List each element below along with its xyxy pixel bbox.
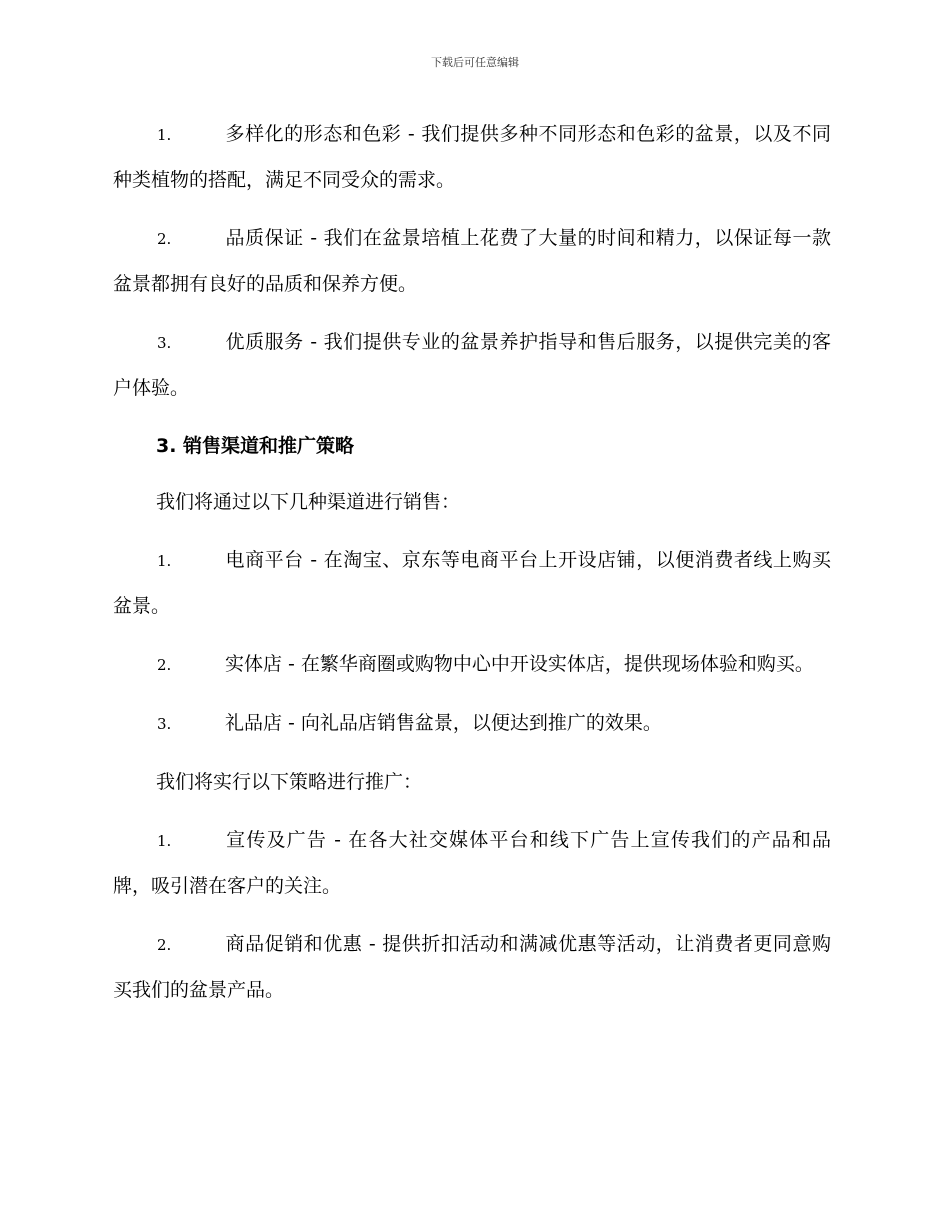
list-item-text: 商品促销和优惠 - 提供折扣活动和满减优惠等活动，让消费者更同意购买我们的盆景产品。 <box>113 933 831 1001</box>
list-item <box>113 216 831 307</box>
page-header: 下载后可任意编辑 <box>431 56 519 69</box>
list-item-number: 2. <box>157 230 172 248</box>
list-item-number: 3. <box>157 334 172 352</box>
list-item-number: 1. <box>157 552 172 570</box>
list-item-number: 2. <box>157 936 172 954</box>
channels-intro: 我们将通过以下几种渠道进行销售： <box>156 491 461 513</box>
strategies-intro: 我们将实行以下策略进行推广： <box>156 771 423 793</box>
list-item <box>113 642 831 688</box>
list-item <box>113 922 831 1013</box>
list-item-text: 实体店 - 在繁华商圈或购物中心中开设实体店，提供现场体验和购买。 <box>225 653 814 675</box>
list-item <box>113 112 831 203</box>
document-body <box>113 112 831 1026</box>
section-heading: 3. 销售渠道和推广策略 <box>156 435 355 457</box>
list-item <box>113 701 831 747</box>
list-item <box>113 538 831 629</box>
list-item-number: 1. <box>157 126 172 144</box>
list-item-number: 3. <box>157 715 172 733</box>
list-item <box>113 818 831 909</box>
list-item-text: 礼品店 - 向礼品店销售盆景，以便达到推广的效果。 <box>225 712 662 734</box>
list-item-text: 多样化的形态和色彩 - 我们提供多种不同形态和色彩的盆景，以及不同种类植物的搭配，满足不同受众的需求。 <box>113 123 831 191</box>
list-item-number: 2. <box>157 656 172 674</box>
list-item-text: 宣传及广告 - 在各大社交媒体平台和线下广告上宣传我们的产品和品牌，吸引潜在客户的关注。 <box>113 829 831 897</box>
list-item-number: 1. <box>157 832 172 850</box>
list-item <box>113 320 831 411</box>
list-item-text: 优质服务 - 我们提供专业的盆景养护指导和售后服务，以提供完美的客户体验。 <box>113 331 831 399</box>
list-item-text: 电商平台 - 在淘宝、京东等电商平台上开设店铺，以便消费者线上购买盆景。 <box>113 549 831 617</box>
list-item-text: 品质保证 - 我们在盆景培植上花费了大量的时间和精力，以保证每一款盆景都拥有良好的品质和保养方便。 <box>113 227 831 295</box>
